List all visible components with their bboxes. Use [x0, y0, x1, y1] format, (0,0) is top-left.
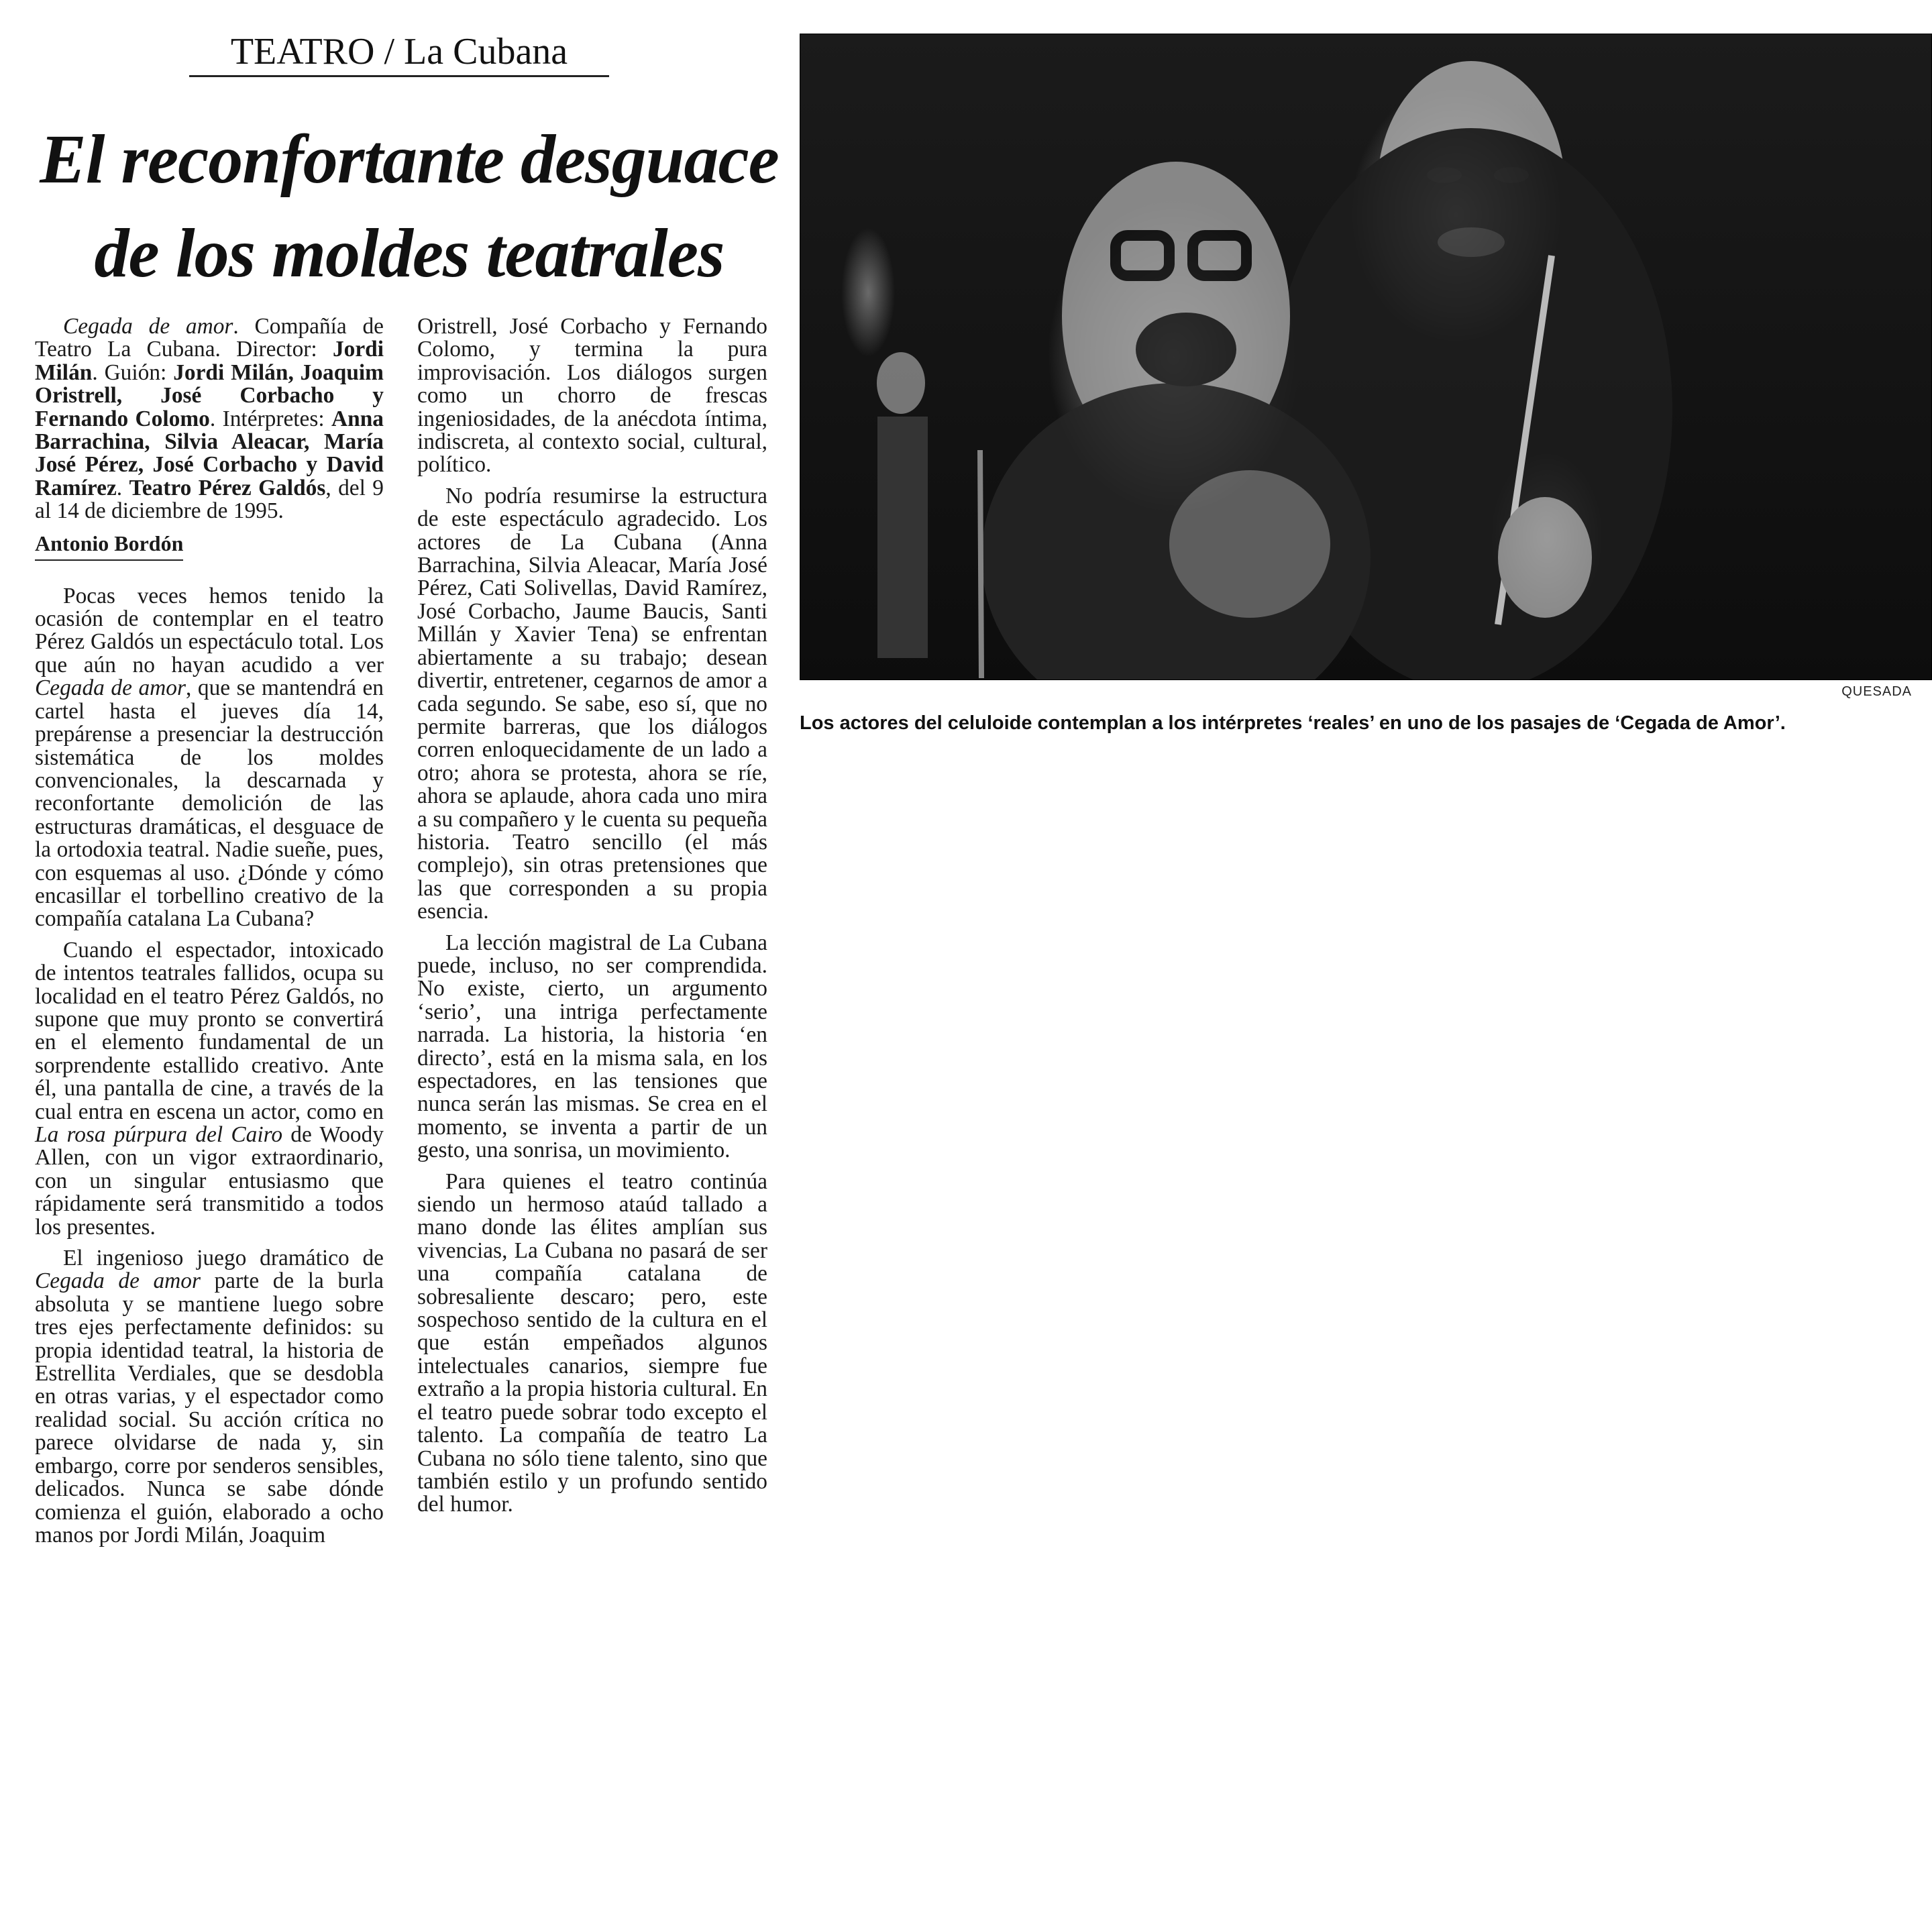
- play-title: Cegada de amor: [63, 314, 233, 339]
- play-credits: Cegada de amor. Compañía de Teatro La Cubana. Director: Jordi Milán. Guión: Jordi Milán, Joaquim Oristrell, José Corbacho y Fernando Colomo. Intérpretes: Anna Barrachina, Silvia Aleacar, María José Pérez, José Corbacho y David Ramírez. Teatro Pérez Galdós, del 9 al 14 de diciembre de 1995.: [35, 314, 384, 524]
- paragraph-3: El ingenioso juego dramático de Cegada de amor parte de la burla absoluta y se mantiene luego sobre tres ejes perfectamente definidos: su propia identidad teatral, la historia de Estrellita Verdiales, que se desdobla en otras varias, y el espectador como realidad social. Su acción crítica no parece olvidarse de nada y, sin embargo, corre por senderos sensibles, delicados. Nunca se sabe dónde comienza el guión, elaborado a ocho manos por Jordi Milán, Joaquim: [35, 1246, 384, 1547]
- article-photo: [800, 34, 1932, 680]
- paragraph-6: Para quienes el teatro continúa siendo un hermoso ataúd tallado a mano donde las élites amplían sus vivencias, La Cubana no pasará de ser una compañía catalana de sobresaliente descaro; pero, este sospechoso sentido de la cultura en el que están empeñados algunos intelectuales canarios, siempre fue extraño a la propia historia cultural. En el teatro puede sobrar todo excepto el talento. La compañía de teatro La Cubana no sólo tiene talento, sino que también estilo y un profundo sentido del humor.: [417, 1168, 768, 1517]
- paragraph-3-continued: Oristrell, José Corbacho y Fernando Colomo, y termina la pura improvisación. Los diálogos surgen como un chorro de frescas ingeniosidades, de la anécdota íntima, indiscreta, al contexto social, cultural, político.: [417, 314, 767, 478]
- director-name: Jordi Milán: [35, 337, 384, 385]
- headline-line-2: de los moldes teatrales: [94, 215, 724, 292]
- paragraph-4: No podría resumirse la estructura de este espectáculo agradecido. Los actores de La Cubana (Anna Barrachina, Silvia Aleacar, María José Pérez, Cati Solivellas, David Ramírez, José Corbacho, Jaume Baucis, Santi Millán y Xavier Tena) se enfrentan abiertamente a su trabajo; desean divertir, entretener, cegarnos de amor a cada segundo. Se sabe, eso sí, que no permite barreras, que los diálogos corren enloquecidamente de un lado a otro; ahora se protesta, ahora se ríe, ahora se aplaude, ahora cada uno mira a su compañero y le cuenta su pequeña historia. Teatro sencillo (el más complejo), sin otras pretensiones que las que corresponden a su propia esencia.: [417, 483, 767, 924]
- headline: [27, 113, 792, 301]
- section-label: TEATRO / La Cubana: [189, 28, 609, 77]
- paragraph-5: La lección magistral de La Cubana puede, incluso, no ser comprendida. No existe, cierto, un argumento ‘serio’, una intriga perfectamente narrada. La historia, la historia ‘en directo’, está en la misma sala, en los espectadores, en las tensiones que nunca serán las mismas. Se crea en el momento, se inventa a partir de un gesto, una sonrisa, un movimiento.: [417, 930, 767, 1163]
- article-column-2: [417, 315, 767, 1525]
- venue-name: Teatro Pérez Galdós: [129, 475, 326, 500]
- photo-illustration: [800, 34, 1931, 679]
- writers-names: Jordi Milán, Joaquim Oristrell, José Corbacho y Fernando Colomo: [35, 360, 384, 431]
- photo-caption: Los actores del celuloide contemplan a los intérpretes ‘reales’ en uno de los pasajes de ‘Cegada de Amor’.: [800, 712, 1786, 734]
- paragraph-1: Pocas veces hemos tenido la ocasión de contemplar en el teatro Pérez Galdós un espectáculo total. Los que aún no hayan acudido a ver Cegada de amor, que se mantendrá en cartel hasta el jueves día 14, prepárense a presenciar la destrucción sistemática de los moldes convencionales, la descarnada y reconfortante demolición de las estructuras dramáticas, el desguace de la ortodoxia teatral. Nadie sueñe, pues, con esquemas al uso. ¿Dónde y cómo encasillar el torbellino creativo de la compañía catalana La Cubana?: [35, 583, 384, 932]
- paragraph-2: Cuando el espectador, intoxicado de intentos teatrales fallidos, ocupa su localidad en el teatro Pérez Galdós, no supone que muy pronto se convertirá en el elemento fundamental de un sorprendente estallido creativo. Ante él, una pantalla de cine, a través de la cual entra en escena un actor, como en La rosa púrpura del Cairo de Woody Allen, con un vigor extraordinario, con un singular entusiasmo que rápidamente será transmitido a todos los presentes.: [35, 937, 384, 1240]
- cast-names: Anna Barrachina, Silvia Aleacar, María José Pérez, José Corbacho y David Ramírez: [35, 406, 384, 500]
- article-column-1: [35, 315, 384, 1555]
- photo-credit: QUESADA: [1841, 684, 1912, 699]
- headline-line-1: El reconfortante desguace: [40, 121, 779, 198]
- byline: Antonio Bordón: [35, 531, 183, 561]
